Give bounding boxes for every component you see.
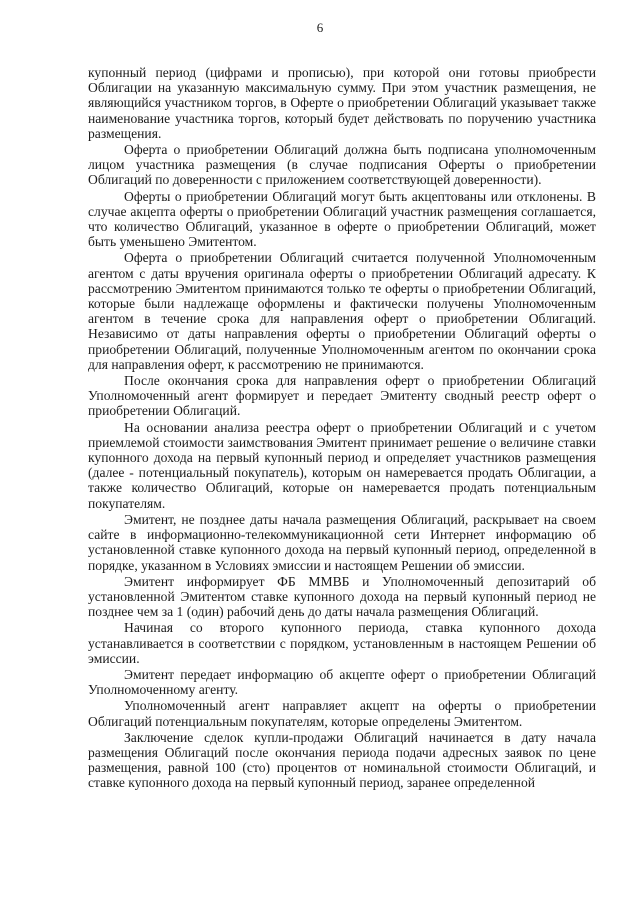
paragraph: Уполномоченный агент направляет акцепт на оферты о приобретении Облигаций потенциальным покупателям, которые определены Эмитентом. <box>88 698 596 729</box>
paragraph: После окончания срока для направления оферт о приобретении Облигаций Уполномоченный агент формирует и передает Эмитенту сводный реестр оферт о приобретении Облигаций. <box>88 373 596 419</box>
page-number: 6 <box>316 20 324 35</box>
paragraph: Эмитент информирует ФБ ММВБ и Уполномоченный депозитарий об установленной Эмитентом ставке купонного дохода на первый купонный период не позднее чем за 1 (один) рабочий день до даты начала размещения Облигаций. <box>88 573 596 620</box>
paragraph: На основании анализа реестра оферт о приобретении Облигаций и с учетом приемлемой стоимости заимствования Эмитент принимает решение о величине ставки купонного дохода на первый купонный период и определяет участников размещения (далее - потенциальный покупатель), которым он намеревается продать Облигации, а также количество Облигаций, которые он намеревается продать потенциальным покупателям. <box>88 419 596 511</box>
document-body <box>88 65 596 791</box>
paragraph: Заключение сделок купли-продажи Облигаций начинается в дату начала размещения Облигаций после окончания периода подачи адресных заявок по цене размещения, равной 100 (сто) процентов от номинальной стоимости Облигаций, и ставке купонного дохода на первый купонный период, заранее определенной <box>88 729 596 791</box>
paragraph: Оферты о приобретении Облигаций могут быть акцептованы или отклонены. В случае акцепта оферты о приобретении Облигаций участник размещения соглашается, что количество Облигаций, указанное в оферте о приобретении Облигаций, может быть уменьшено Эмитентом. <box>88 188 596 250</box>
paragraph: Оферта о приобретении Облигаций должна быть подписана уполномоченным лицом участника размещения (в случае подписания Оферты о приобретении Облигаций по доверенности с приложением соответствующей доверенности). <box>88 142 596 188</box>
paragraph: Эмитент, не позднее даты начала размещения Облигаций, раскрывает на своем сайте в информационно-телекоммуникационной сети Интернет информацию об установленной ставке купонного дохода на первый купонный период, определенной в порядке, указанном в Условиях эмиссии и настоящем Решении об эмиссии. <box>88 511 596 573</box>
paragraph: Эмитент передает информацию об акцепте оферт о приобретении Облигаций Уполномоченному агенту. <box>88 666 596 698</box>
paragraph: Начиная со второго купонного периода, ставка купонного дохода устанавливается в соответствии с порядком, установленным в настоящем Решении об эмиссии. <box>88 620 596 666</box>
paragraph: купонный период (цифрами и прописью), при которой они готовы приобрести Облигации на указанную максимальную сумму. При этом участник размещения, не являющийся участником торгов, в Оферте о приобретении Облигаций указывает также наименование участника торгов, который будет действовать по поручению участника размещения. <box>88 65 596 141</box>
paragraph: Оферта о приобретении Облигаций считается полученной Уполномоченным агентом с даты вручения оригинала оферты о приобретении Облигаций адресату. К рассмотрению Эмитентом принимаются только те оферты о приобретении Облигаций, которые были надлежаще оформлены и фактически получены Уполномоченным агентом в течение срока для направления оферт о приобретении Облигаций. Независимо от даты направления оферты о приобретении Облигаций оферты о приобретении Облигаций, полученные Уполномоченным агентом по окончании срока для направления оферт, к рассмотрению не принимаются. <box>88 250 596 372</box>
